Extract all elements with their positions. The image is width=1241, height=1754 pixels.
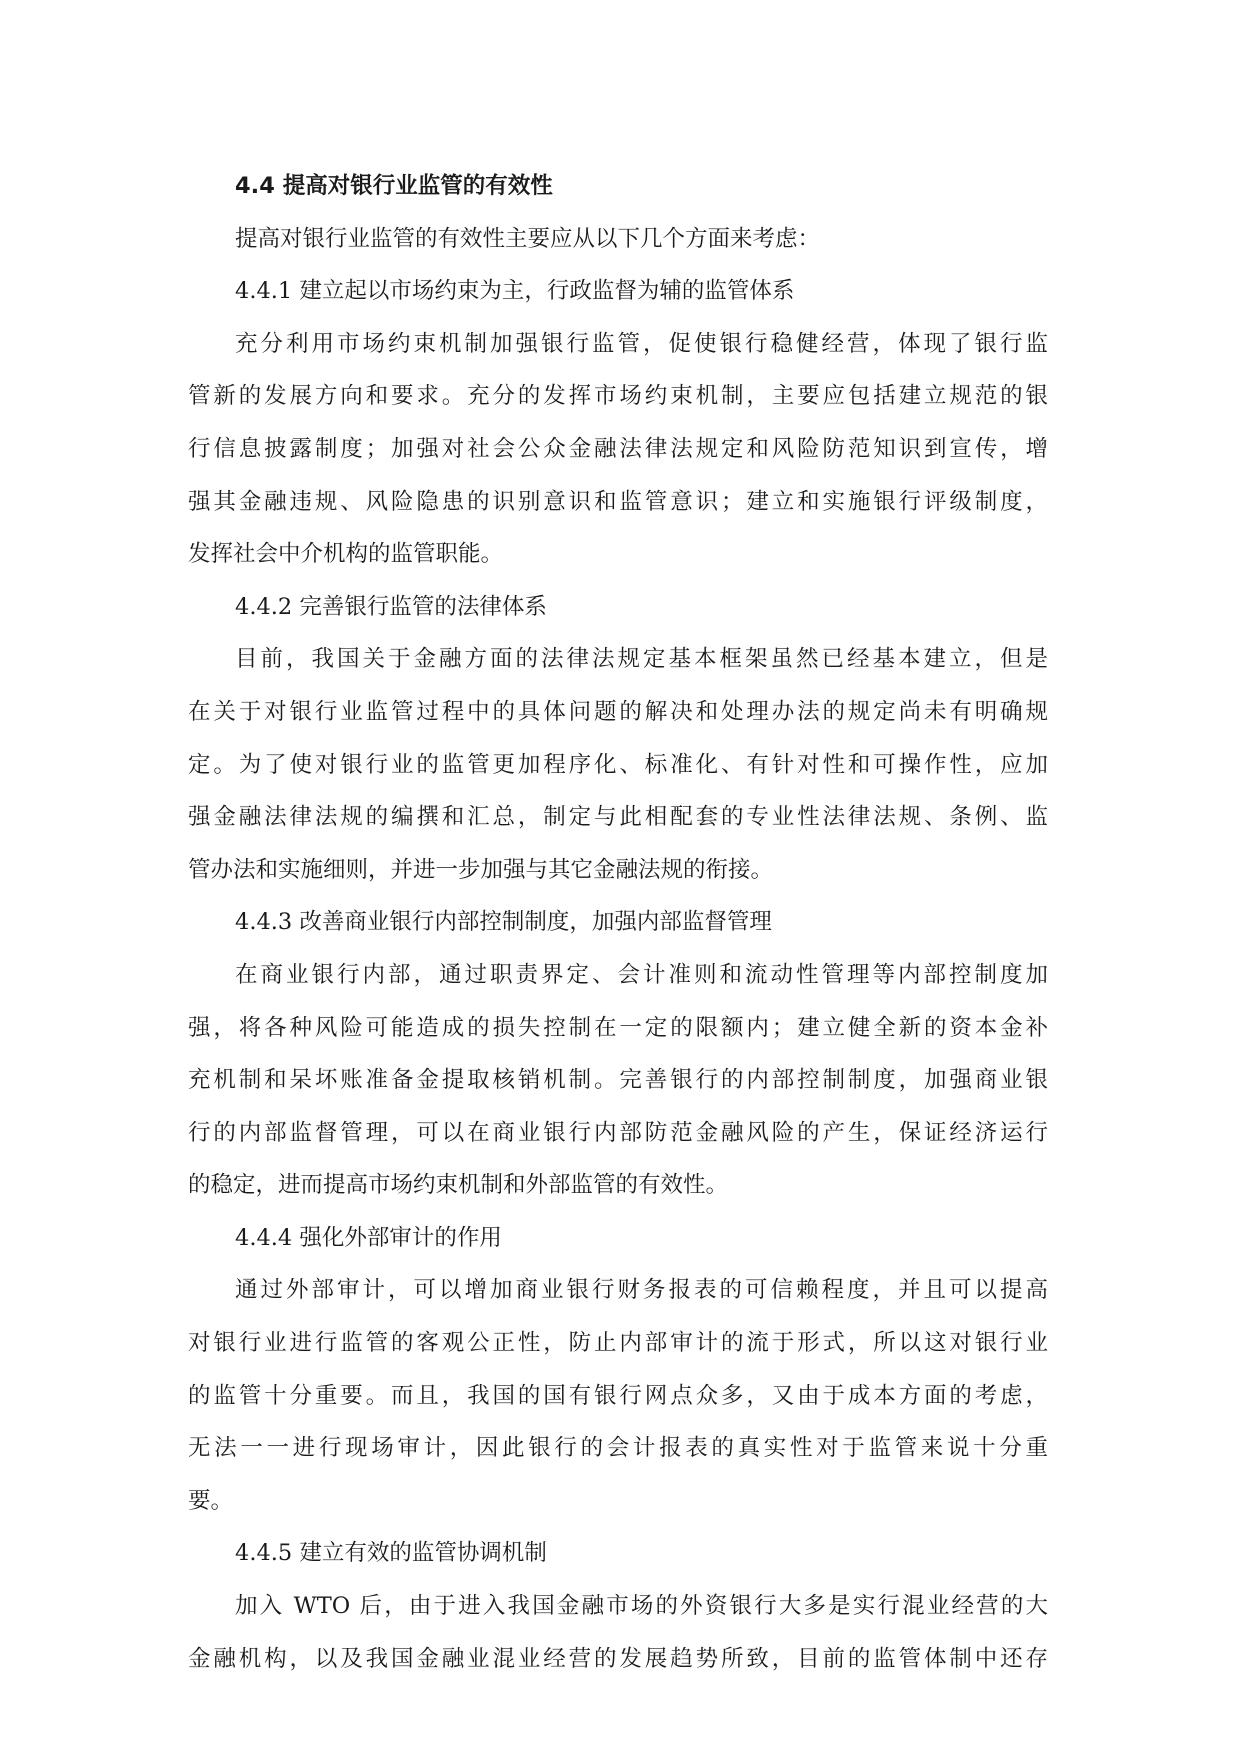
subsection-heading-4-4-4: 4.4.4 强化外部审计的作用 (235, 1224, 502, 1251)
text-line: 发挥社会中介机构的监管职能。 (188, 541, 504, 568)
text-line: 定。为了使对银行业的监管更加程序化、标准化、有针对性和可操作性，应加 (188, 751, 1048, 778)
text-line: 行的内部监督管理，可以在商业银行内部防范金融风险的产生，保证经济运行 (188, 1119, 1048, 1146)
section-title: 4.4 提高对银行业监管的有效性 (235, 173, 553, 199)
subsection-body-4-4-4 (188, 1264, 1048, 1527)
text-line: 对银行业进行监管的客观公正性，防止内部审计的流于形式，所以这对银行业 (188, 1330, 1048, 1357)
subsection-heading-4-4-3: 4.4.3 改善商业银行内部控制制度，加强内部监督管理 (235, 909, 772, 936)
text-line: 强金融法律法规的编撰和汇总，制定与此相配套的专业性法律法规、条例、监 (188, 804, 1048, 831)
subsection-body-4-4-3 (188, 949, 1048, 1212)
text-line: 目前，我国关于金融方面的法律法规定基本框架虽然已经基本建立，但是 (235, 646, 1048, 673)
text-line: 的稳定，进而提高市场约束机制和外部监管的有效性。 (188, 1172, 729, 1199)
text-line: 的监管十分重要。而且，我国的国有银行网点众多，又由于成本方面的考虑， (188, 1382, 1048, 1409)
subsection-body-4-4-2 (188, 633, 1048, 896)
text-line: 金融机构，以及我国金融业混业经营的发展趋势所致，目前的监管体制中还存 (188, 1645, 1048, 1672)
text-line: 无法一一进行现场审计，因此银行的会计报表的真实性对于监管来说十分重 (188, 1435, 1048, 1462)
text-line: 强，将各种风险可能造成的损失控制在一定的限额内；建立健全新的资本金补 (188, 1014, 1048, 1041)
text-line: 在商业银行内部，通过职责界定、会计准则和流动性管理等内部控制度加 (235, 961, 1048, 988)
text-line: 充机制和呆坏账准备金提取核销机制。完善银行的内部控制制度，加强商业银 (188, 1067, 1048, 1094)
text-line: 在关于对银行业监管过程中的具体问题的解决和处理办法的规定尚未有明确规 (188, 698, 1048, 725)
text-line: 要。 (188, 1487, 234, 1514)
subsection-body-4-4-1 (188, 318, 1048, 581)
intro-paragraph: 提高对银行业监管的有效性主要应从以下几个方面来考虑： (235, 225, 821, 252)
text-line: 管办法和实施细则，并进一步加强与其它金融法规的衔接。 (188, 856, 774, 883)
text-line: 充分利用市场约束机制加强银行监管，促使银行稳健经营，体现了银行监 (235, 330, 1048, 357)
subsection-body-4-4-5 (188, 1580, 1048, 1685)
text-line: 行信息披露制度；加强对社会公众金融法律法规定和风险防范知识到宣传，增 (188, 435, 1048, 462)
text-line: 强其金融违规、风险隐患的识别意识和监管意识；建立和实施银行评级制度， (188, 488, 1048, 515)
subsection-heading-4-4-5: 4.4.5 建立有效的监管协调机制 (235, 1540, 547, 1567)
document-page (188, 160, 1048, 1685)
text-line: 通过外部审计，可以增加商业银行财务报表的可信赖程度，并且可以提高 (235, 1277, 1048, 1304)
text-line: 加入 WTO 后，由于进入我国金融市场的外资银行大多是实行混业经营的大 (235, 1593, 1048, 1620)
text-line: 管新的发展方向和要求。充分的发挥市场约束机制，主要应包括建立规范的银 (188, 383, 1048, 410)
subsection-heading-4-4-1: 4.4.1 建立起以市场约束为主，行政监督为辅的监管体系 (235, 278, 795, 305)
subsection-heading-4-4-2: 4.4.2 完善银行监管的法律体系 (235, 593, 547, 620)
